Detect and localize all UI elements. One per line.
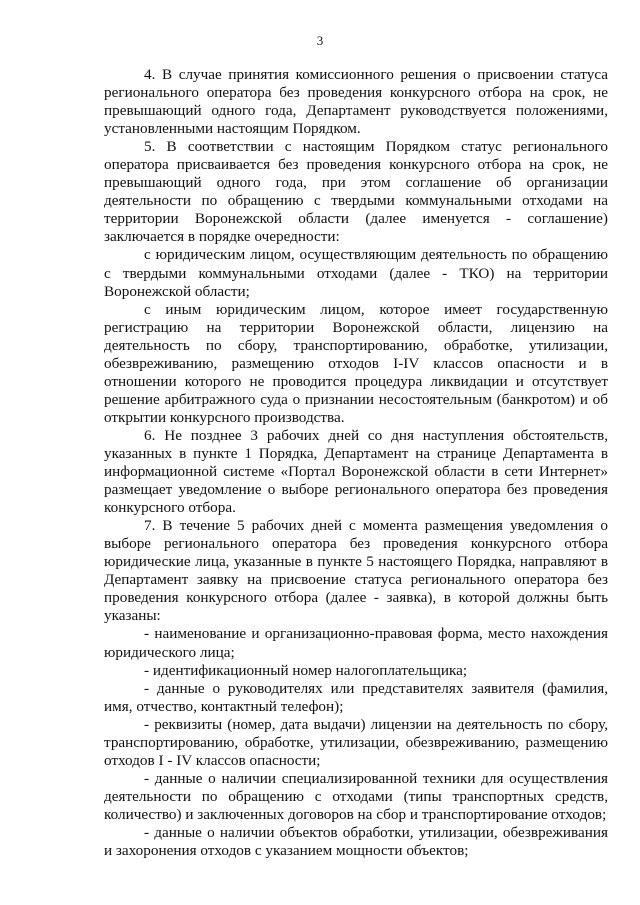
paragraph-5: 5. В соответствии с настоящим Порядком статус регионального оператора присваивается без проведения конкурсного отбора на срок, не превышающий одного года, при этом соглашение об организации деятельности по обращению с твердыми коммунальными отходами на территории Воронежской области (далее именуется - соглашение) заключается в порядке очередности: [104,138,608,246]
paragraph-5-item-2: с иным юридическим лицом, которое имеет государственную регистрацию на территории Воронежской области, лицензию на деятельность по сбору, транспортированию, обработке, утилизации, обезвреживанию, размещению отходов I-IV классов опасности и в отношении которого не проводится процедура ликвидации и отсутствует решение арбитражного суда о признании несостоятельным (банкротом) и об открытии конкурсного производства. [104,300,608,426]
list-item-name: - наименование и организационно-правовая форма, место нахождения юридического лица; [104,625,608,661]
list-item-license: - реквизиты (номер, дата выдачи) лицензии на деятельность по сбору, транспортированию, обработке, утилизации, обезвреживанию, размещению отходов I - IV классов опасности; [104,715,608,769]
paragraph-4: 4. В случае принятия комиссионного решения о присвоении статуса регионального оператора без проведения конкурсного отбора на срок, не превышающий одного года, Департамент руководствуется положениями, установленными настоящим Порядком. [104,66,608,138]
paragraph-7: 7. В течение 5 рабочих дней с момента размещения уведомления о выборе регионального оператора без проведения конкурсного отбора юридические лица, указанные в пункте 5 настоящего Порядка, направляют в Департамент заявку на присвоение статуса регионального оператора без проведения конкурсного отбора (далее - заявка), в которой должны быть указаны: [104,517,608,625]
paragraph-5-item-1: с юридическим лицом, осуществляющим деятельность по обращению с твердыми коммунальными отходами (далее - ТКО) на территории Воронежской области; [104,246,608,300]
document-body [104,66,608,860]
paragraph-6: 6. Не позднее 3 рабочих дней со дня наступления обстоятельств, указанных в пункте 1 Порядка, Департамент на странице Департамента в информационной системе «Портал Воронежской области в сети Интернет» размещает уведомление о выборе регионального оператора без проведения конкурсного отбора. [104,426,608,517]
list-item-inn: - идентификационный номер налогоплательщика; [144,661,468,679]
list-item-vehicles: - данные о наличии специализированной техники для осуществления деятельности по обращению с отходами (типы транспортных средств, количество) и заключенных договоров на сбор и транспортирование отходов; [104,769,608,823]
list-item-representatives: - данные о руководителях или представителях заявителя (фамилия, имя, отчество, контактный телефон); [104,679,608,715]
list-item-facilities: - данные о наличии объектов обработки, утилизации, обезвреживания и захоронения отходов с указанием мощности объектов; [104,823,608,860]
page-number: 3 [316,33,324,48]
